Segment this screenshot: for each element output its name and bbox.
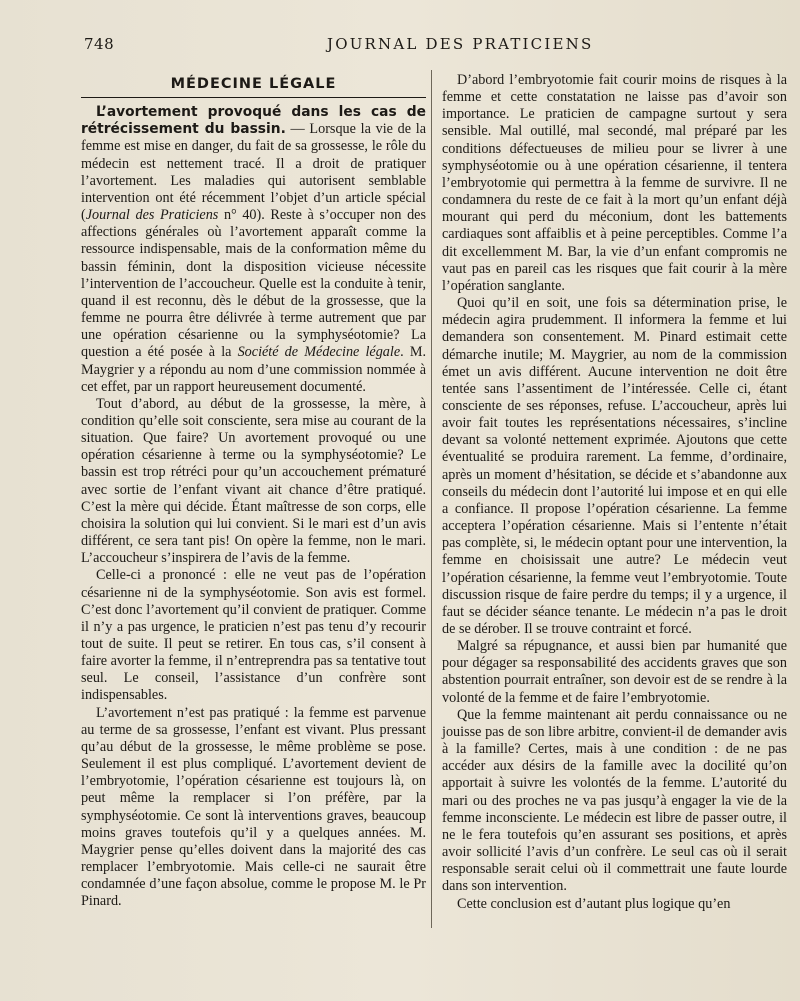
article-paragraph-7: Malgré sa répugnance, et aussi bien par humanité que pour dégager sa responsabilité des accidents graves que son abstention pourrait entraîner, son devoir est de se rendre à la volonté de la femme et de faire l’embryotomie.: [442, 638, 787, 706]
section-title: MÉDECINE LÉGALE: [170, 76, 337, 92]
section-rule: [81, 97, 426, 98]
column-divider: [431, 70, 432, 928]
left-column: [81, 72, 426, 911]
article-paragraph-5: D’abord l’embryotomie fait courir moins de risques à la femme et cette constatation ne laisse pas d’avoir son importance. Le praticien de campagne surtout y sera sensible. Mal outillé, mal secondé, mal préparé par les conditions défectueuses de milieu pour se livrer à une symphyséotomie ou à une opération césarienne, il tentera l’embryotomie qui permettra à la femme de survivre. Il ne condamnera du reste de ce fait à la mort qu’un enfant déjà mourant qui perd du méconium, dont les battements cardiaques sont affaiblis et à peine perceptibles. Comme l’a dit excellemment M. Bar, la vie d’un enfant compromis ne vaut pas en pareil cas les risques que fait courir à la mère l’opération sanglante.: [442, 72, 787, 294]
article-paragraph-4: L’avortement n’est pas pratiqué : la femme est parvenue au terme de sa grossesse, l’enfant est vivant. Plus pressant qu’au début de la grossesse, le même problème se pose. Seulement il est plus compliqué. L’avortement devient de l’embryotomie, l’opération césarienne est toujours là, on peut même la remplacer si l’on préfère, par la symphyséotomie. Ce sont là interventions graves, beaucoup moins graves toutefois qu’il y a quelques années. M. Maygrier pense qu’elles doivent dans la majorité des cas remplacer l’embryotomie. Mais celle-ci ne saurait être condamnée d’une façon absolue, comme le propose M. le Pr Pinard.: [81, 704, 426, 910]
journal-title: JOURNAL DES PRATICIENS: [327, 35, 594, 53]
article-paragraph-2: Tout d’abord, au début de la grossesse, la mère, à condition qu’elle soit consciente, sera mise au courant de la situation. Que faire? Un avortement provoqué ou une opération césarienne à terme ou la symphyséotomie? Le bassin est trop rétréci pour qu’un accouchement prématuré avec sortie de l’enfant vivant ait chance d’être pratiqué. C’est la mère qui décide. Étant maîtresse de son corps, elle choisira la solution qui lui convient. Si le mari est d’un avis différent, ce sera tant pis! On opère la femme, non le mari. L’accoucheur s’inspirera de l’avis de la femme.: [81, 395, 426, 567]
journal-reference: Journal des Praticiens: [85, 207, 219, 224]
paragraph-text: . M. Maygrier y a répondu au nom d’une commission nommée à cet effet, par un rapport heureusement documenté.: [81, 344, 427, 395]
article-paragraph-8: Que la femme maintenant ait perdu connaissance ou ne jouisse pas de son libre arbitre, convient-il de demander avis à la famille? Certes, mais à une condition : de ne pas accéder aux désirs de la famille avec la docilité qu’on apportait à suivre les volontés de la femme. L’autorité du mari ou des proches ne va pas jusqu’à engager la vie de la femme inconsciente. Le médecin est libre de passer outre, il ne le fera toutefois qu’en assurant ses positions, et après avoir sollicité l’avis d’un confrère. Le seul cas où il serait responsable serait celui où il commettrait une faute lourde dans son intervention.: [442, 706, 787, 895]
article-paragraph-3: Celle-ci a prononcé : elle ne veut pas de l’opération césarienne ni de la symphyséotomie. Son avis est formel. C’est donc l’avortement qu’il convient de pratiquer. Comme il n’y a pas urgence, le praticien n’est pas tenu d’y recourir tout de suite. Il peut se retirer. En tous cas, s’il consent à faire avorter la femme, il n’entreprendra pas sa tentative tout seul. Le conseil, l’assistance d’un confrère sont indispensables.: [81, 567, 426, 704]
right-column: [442, 72, 787, 913]
running-head: [84, 35, 774, 55]
article-paragraph-6: Quoi qu’il en soit, une fois sa détermination prise, le médecin agira prudemment. Il informera la femme et lui demandera son consentement. M. Pinard estimait cette démarche inutile; M. Maygrier, au nom de la commission émet un avis différent. Aucune intervention ne doit être tentée sans l’assentiment de l’intéressée. Celle ci, étant consciente de ses réponses, refuse. L’accoucheur, après lui avoir fait toutes les représentations nécessaires, s’incline devant sa volonté nettement exprimée. Ajoutons que cette éventualité se produira rarement. La femme, d’ordinaire, après un moment d’hésitation, se décide et s’abandonne aux conseils du médecin dont l’autorité lui impose et en qui elle a confiance. Il propose l’opération césarienne. La femme acceptera l’opération césarienne. Mais si l’entente n’était pas complète, si, le médecin optant pour une intervention, la femme en choisissait une autre? Le médecin veut l’opération césarienne, la femme veut l’embryotomie. Toute discussion risque de faire perdre du temps; il y a urgence, il faut se décider séance tenante. Le médecin n’a pas le droit de se dérober. Il se trouve contraint et forcé.: [442, 295, 787, 637]
page-number: 748: [84, 35, 115, 53]
article-title: L’avortement provoqué dans les cas de rétrécissement du bassin.: [81, 104, 426, 138]
paragraph-text: — Lorsque la vie de la femme est mise en danger, du fait de sa grossesse, le rôle du médecin est nettement tracé. Il a droit de pratiquer l’avortement. Les maladies qui autorisent semblable intervention ont été récemment l’objet d’un article spécial (: [81, 121, 426, 224]
society-reference: Société de Médecine légale: [237, 344, 401, 361]
paragraph-text: n° 40). Reste à s’occuper non des affections générales où l’avortement apparaît comme la ressource indispensable, mais de la conformation même du bassin féminin, dont la disposition vicieuse nécessite l’intervention de l’accoucheur. Quelle est la conduite à tenir, quand il est reconnu, dès le début de la grossesse, que la femme ne pourra être délivrée à terme autrement que par une opération césarienne ou la symphyséotomie? La question a été posée à la: [81, 207, 426, 361]
article-paragraph-9: Cette conclusion est d’autant plus logique qu’en: [457, 895, 731, 912]
article-paragraph-1: [81, 104, 426, 396]
